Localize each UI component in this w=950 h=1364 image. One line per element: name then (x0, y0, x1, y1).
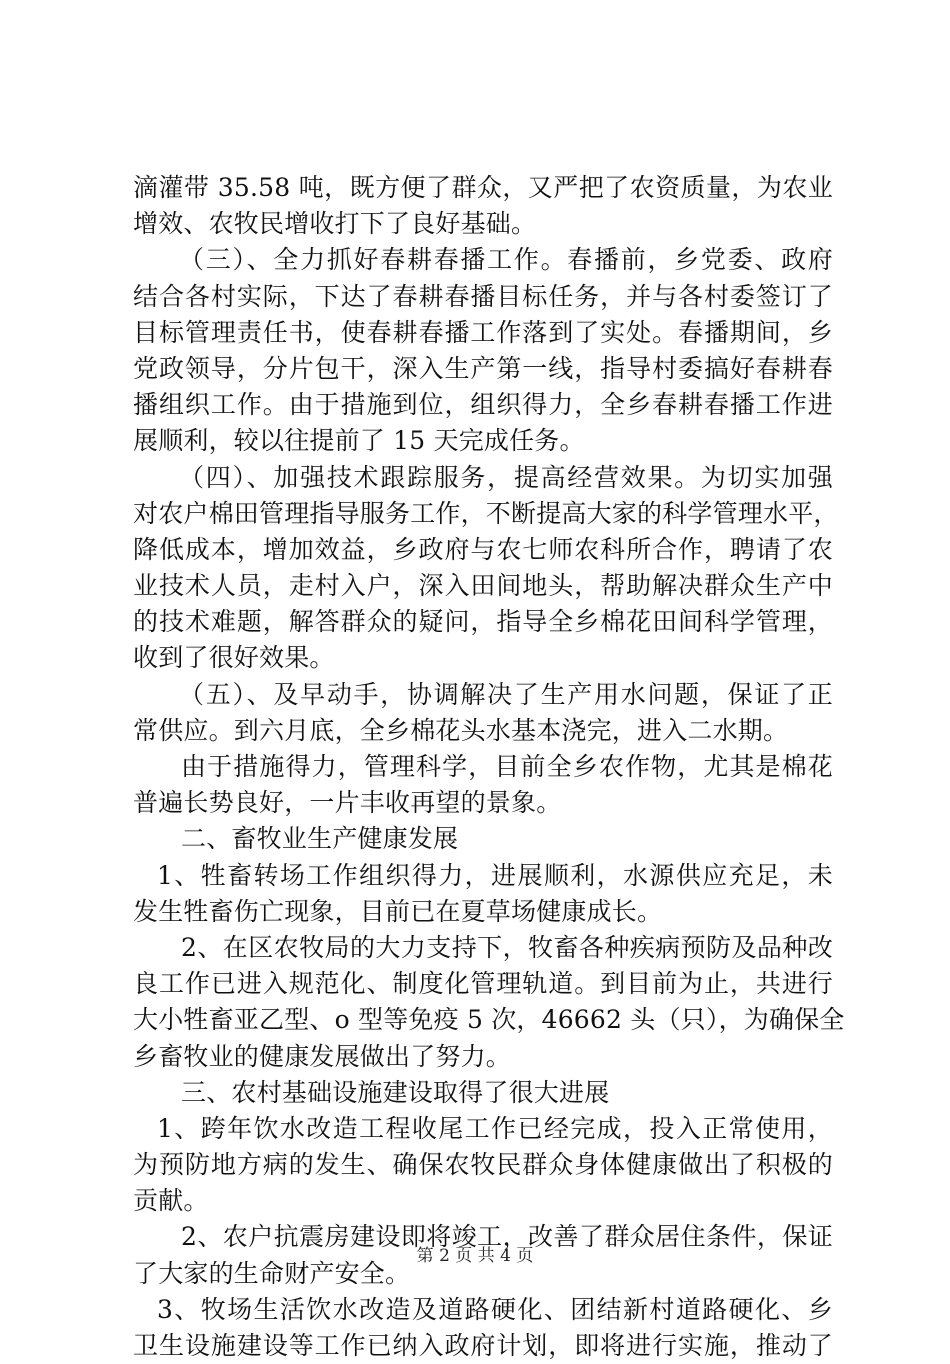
text-line: 普遍长势良好，一片丰收再望的景象。 (133, 788, 562, 818)
text-line: 由于措施得力，管理科学，目前全乡农作物，尤其是棉花 (181, 752, 833, 781)
text-line: 增效、农牧民增收打下了良好基础。 (133, 209, 537, 239)
text-line: 1、牲畜转场工作组织得力，进展顺利，水源供应充足，未 (157, 860, 833, 890)
text-line: 2、在区农牧局的大力支持下，牧畜各种疾病预防及品种改 (181, 932, 833, 962)
document-body (133, 170, 845, 1364)
text-line: 1、跨年饮水改造工程收尾工作已经完成，投入正常使用， (157, 1113, 833, 1143)
text-line: 常供应。到六月底，全乡棉花头水基本浇完，进入二水期。 (133, 715, 789, 745)
text-line: 发生牲畜伤亡现象，目前已在夏草场健康成长。 (133, 896, 663, 926)
text-line: 业技术人员，走村入户，深入田间地头，帮助解决群众生产中 (133, 571, 833, 601)
text-line: 了大家的生命财产安全。 (133, 1258, 411, 1288)
text-line: 2、农户抗震房建设即将竣工，改善了群众居住条件，保证 (181, 1222, 833, 1252)
text-line: 为预防地方病的发生、确保农牧民群众身体健康做出了积极的 (133, 1150, 833, 1180)
text-line: 三、农村基础设施建设取得了很大进展 (181, 1077, 610, 1107)
text-line: 对农户棉田管理指导服务工作，不断提高大家的科学管理水平， (133, 498, 839, 528)
text-line: 3、牧场生活饮水改造及道路硬化、团结新村道路硬化、乡 (157, 1294, 833, 1324)
text-line: 良工作已进入规范化、制度化管理轨道。到目前为止，共进行 (133, 969, 833, 999)
text-line: 贡献。 (133, 1186, 209, 1216)
text-line: 党政领导，分片包干，深入生产第一线，指导村委搞好春耕春 (133, 353, 833, 383)
text-line: （四）、加强技术跟踪服务，提高经营效果。为切实加强 (179, 462, 833, 492)
text-line: 卫生设施建设等工作已纳入政府计划，即将进行实施，推动了 (133, 1331, 833, 1360)
page-footer: 第 2 页 共 4 页 (416, 1246, 534, 1266)
text-line: 展顺利，较以往提前了 15 天完成任务。 (133, 426, 585, 456)
text-line: 二、畜牧业生产健康发展 (181, 824, 459, 854)
text-line: 的技术难题，解答群众的疑问，指导全乡棉花田间科学管理， (133, 607, 833, 637)
text-line: （三）、全力抓好春耕春播工作。春播前，乡党委、政府 (179, 245, 833, 275)
text-line: 收到了很好效果。 (133, 643, 335, 673)
text-line: 滴灌带 35.58 吨，既方便了群众，又严把了农资质量，为农业 (133, 173, 833, 202)
text-line: 大小牲畜亚乙型、o 型等免疫 5 次，46662 头（只），为确保全 (133, 1005, 845, 1035)
text-line: 目标管理责任书，使春耕春播工作落到了实处。春播期间，乡 (133, 317, 833, 347)
text-line: （五）、及早动手，协调解决了生产用水问题，保证了正 (179, 679, 833, 709)
text-line: 降低成本，增加效益，乡政府与农七师农科所合作，聘请了农 (133, 534, 833, 564)
text-line: 播组织工作。由于措施到位，组织得力，全乡春耕春播工作进 (133, 390, 833, 420)
text-line: 乡畜牧业的健康发展做出了努力。 (133, 1041, 512, 1071)
text-line: 结合各村实际，下达了春耕春播目标任务，并与各村委签订了 (133, 281, 833, 311)
